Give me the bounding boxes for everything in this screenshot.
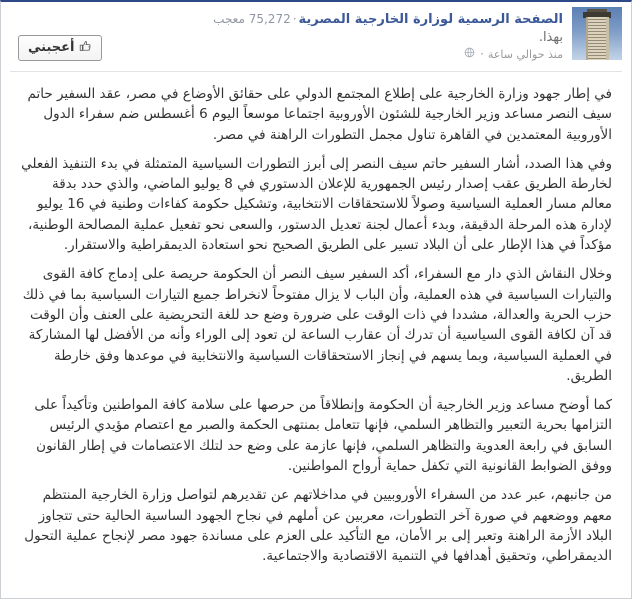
- post-subtitle: بهذا.: [538, 30, 563, 45]
- likes-count: 75,272 معجب: [213, 12, 291, 26]
- post-paragraph: وخلال النقاش الذي دار مع السفراء، أكد السفير سيف النصر أن الحكومة حريصة على إدماج كافة القوى والتيارات السياسية في هذه العملية، وأن الباب لا يزال مفتوحاً لانخراط جميع التيارات السياسية بما في ذلك حزب الحرية والعدالة، مشددا في ذات الوقت على ضرورة وضع حد للغة التحريضية على العنف وأن الوقت قد آن لكافة القوى السياسية أن تدرك أن عقارب الساعة لن تعود إلى الوراء وأنه من الأفضل لها المشاركة في العملية السياسية، وبما يسهم في إنجاز الاستحقاقات السياسية والانتخابية في موعدها وفق خارطة الطريق.: [22, 266, 612, 384]
- header-text-block: [140, 8, 563, 62]
- page-title-link[interactable]: الصفحة الرسمية لوزارة الخارجية المصرية: [298, 12, 563, 27]
- post-paragraph: كما أوضح مساعد وزير الخارجية أن الحكومة وإنطلاقاً من حرصها على سلامة كافة المواطنين وتأكيداً على التزامها بحرية التعبير والتظاهر السلمي، فإنها تتعامل بمنتهى الحكمة والصبر مع اعتصام مؤيدي الرئيس السابق في رابعة العدوية والتظاهر السلمي، فإنها عازمة على وضع حد لتلك الاعتصامات في إطار القانون ووفق الضوابط القانونية التي تكفل حماية أرواح المواطنين.: [34, 397, 612, 475]
- post-paragraph: من جانبهم، عبر عدد من السفراء الأوروبيين في مداخلاتهم عن تقديرهم لتواصل وزارة الخارجية المنتظم معهم ووضعهم في صورة آخر التطورات، معربين عن أملهم في نجاح الجهود الساسية الحالية حتى تتجاوز البلاد الأزمة الراهنة وتعبر إلى بر الأمان، مع التأكيد على العزم على مساندة جهود مصر لإنجاح عملية التحول الديمقراطي، وتحقيق أهدافها في التنمية الاقتصادية والاجتماعية.: [24, 487, 612, 565]
- post-paragraph: وفي هذا الصدد، أشار السفير حاتم سيف النصر إلى أبرز التطورات السياسية المتمثلة في بدء التنفيذ الفعلي لخارطة الطريق عقب إصدار رئيس الجمهورية للإعلان الدستوري في 8 يوليو الماضي، والذي حدد بدقة معالم مسار العملية السياسية وصولاً للاستحقاقات الانتخابية، وتشكيل حكومة كفاءات وطنية في 16 يوليو لإدارة هذه المرحلة الدقيقة، وبدء أعمال لجنة تعديل الدستور، والسعى نحو تفعيل عملية المصالحة الوطنية، مؤكداً في هذا الإطار على أن البلاد تسير على الطريق الصحيح نحو استعادة الديمقراطية والاستقرار.: [21, 155, 612, 254]
- thumb-up-icon: [79, 39, 92, 56]
- like-button-label: أعجبني: [28, 40, 75, 55]
- like-button[interactable]: [18, 35, 102, 61]
- post-paragraph: في إطار جهود وزارة الخارجية على إطلاع المجتمع الدولي على حقائق الأوضاع في مصر، عقد السفير حاتم سيف النصر مساعد وزير الخارجية للشئون الأوروبية اجتماعا موسعاً اليوم 6 أغسطس ضم سفراء الدول الأوروبية المعتمدين في القاهرة تناول مجمل التطورات الراهنة في مصر.: [27, 86, 612, 143]
- post-text: [1, 72, 631, 567]
- title-line: [140, 11, 563, 28]
- post-header: [1, 2, 631, 71]
- page-avatar[interactable]: [572, 7, 622, 60]
- dot-separator: ·: [480, 47, 484, 61]
- dot-separator: ·: [292, 12, 297, 26]
- building-tower: [586, 17, 609, 60]
- post-meta: [140, 47, 563, 62]
- timestamp-link[interactable]: منذ حوالي ساعة: [487, 48, 563, 61]
- privacy-globe-icon: [464, 47, 475, 62]
